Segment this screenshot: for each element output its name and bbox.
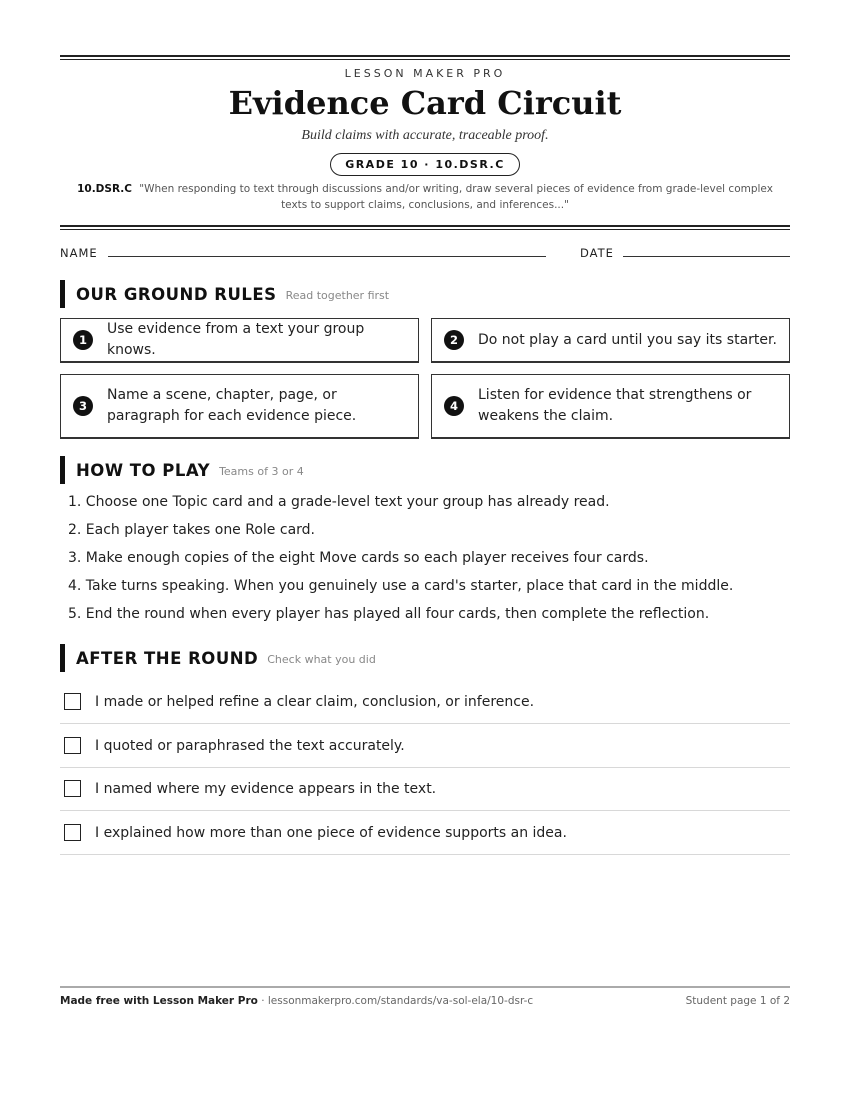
worksheet-page (60, 0, 790, 1100)
standard-text: "When responding to text through discussions and/or writing, draw several pieces of evidence from grade-level complex texts to support claims, conclusions, and inferences..." (139, 183, 773, 211)
date-label: DATE (580, 246, 614, 260)
list-item: 1. Choose one Topic card and a grade-level text your group has already read. (68, 494, 610, 510)
list-item: 5. End the round when every player has played all four cards, then complete the reflection. (68, 606, 710, 622)
section-bar (60, 456, 65, 484)
standard-code: 10.DSR.C (77, 183, 132, 195)
rule-text: Use evidence from a text your group knows. (107, 321, 365, 358)
grade-badge: GRADE 10 · 10.DSR.C (330, 153, 520, 176)
rule-number-badge: 3 (73, 396, 93, 416)
section-note: Check what you did (267, 653, 376, 666)
footer-url[interactable]: · lessonmakerpro.com/standards/va-sol-ela/10-dsr-c (257, 995, 534, 1007)
rule-number-badge: 4 (444, 396, 464, 416)
page-title: Evidence Card Circuit (228, 84, 622, 122)
list-item: 2. Each player takes one Role card. (68, 522, 315, 538)
ground-rule-card (60, 374, 419, 439)
ground-rules-header (60, 280, 389, 308)
rule-number-badge: 2 (444, 330, 464, 350)
list-item: 4. Take turns speaking. When you genuinely use a card's starter, place that card in the middle. (68, 578, 734, 594)
checklist-text: I named where my evidence appears in the text. (95, 780, 437, 797)
footer-made-free: Made free with Lesson Maker Pro (60, 995, 258, 1007)
footer-credit (60, 995, 533, 1007)
section-title: OUR GROUND RULES (76, 284, 277, 304)
ground-rule-card (431, 374, 790, 439)
header-top-rule (60, 55, 790, 60)
checklist-item (60, 767, 790, 811)
how-to-play-header (60, 456, 304, 484)
checkbox[interactable] (64, 824, 81, 841)
after-round-header (60, 644, 376, 672)
section-title: AFTER THE ROUND (76, 648, 259, 668)
checkbox[interactable] (64, 780, 81, 797)
list-item: 3. Make enough copies of the eight Move cards so each player receives four cards. (68, 550, 649, 566)
grade-pill-wrap (60, 153, 790, 176)
checklist-text: I made or helped refine a clear claim, conclusion, or inference. (95, 693, 535, 710)
footer-page-number: Student page 1 of 2 (685, 995, 790, 1007)
section-bar (60, 280, 65, 308)
checkbox[interactable] (64, 693, 81, 710)
date-line[interactable] (623, 256, 790, 257)
ground-rule-card (60, 318, 419, 363)
ground-rule-card (431, 318, 790, 363)
section-bar (60, 644, 65, 672)
checkbox[interactable] (64, 737, 81, 754)
how-to-play-steps (68, 491, 788, 631)
section-note: Teams of 3 or 4 (219, 465, 304, 478)
section-note: Read together first (285, 289, 390, 302)
rule-number-badge: 1 (73, 330, 93, 350)
checklist-text: I explained how more than one piece of evidence supports an idea. (95, 824, 567, 841)
standard-description (65, 181, 785, 213)
name-line[interactable] (108, 256, 546, 257)
checklist-item (60, 680, 790, 724)
checklist-item (60, 724, 790, 768)
footer-rule (60, 986, 790, 989)
rule-text: Name a scene, chapter, page, or paragraph for each evidence piece. (107, 387, 357, 424)
page-subtitle: Build claims with accurate, traceable proof. (301, 128, 549, 143)
section-title: HOW TO PLAY (76, 460, 211, 480)
rule-text: Listen for evidence that strengthens or weakens the claim. (478, 387, 752, 424)
header-bottom-rule (60, 225, 790, 230)
checklist-item (60, 811, 790, 855)
brand-name: LESSON MAKER PRO (344, 67, 506, 80)
checklist-text: I quoted or paraphrased the text accurately. (95, 737, 405, 754)
rule-text: Do not play a card until you say its starter. (478, 331, 777, 348)
name-label: NAME (60, 246, 98, 260)
